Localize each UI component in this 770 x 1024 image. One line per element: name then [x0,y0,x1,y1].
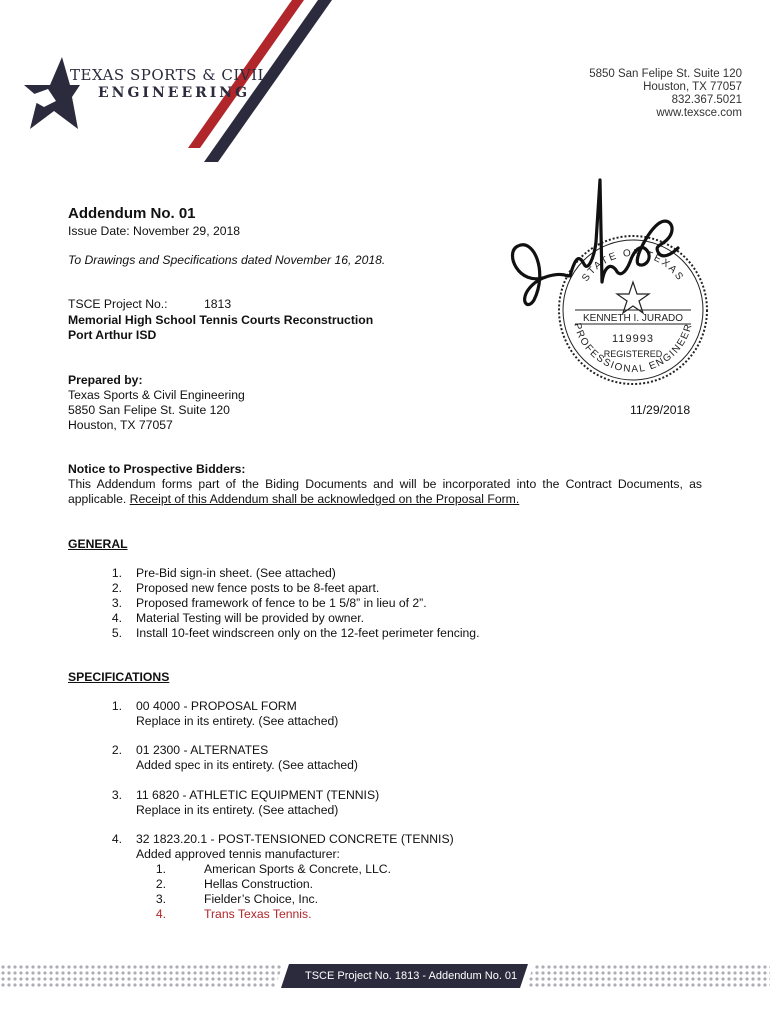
reference-line: To Drawings and Specifications dated November 16, 2018. [68,253,386,267]
address-line: 5850 San Felipe St. Suite 120 [589,68,742,80]
seal-name: KENNETH I. JURADO [582,313,684,324]
spec-item-title: 11 6820 - ATHLETIC EQUIPMENT (TENNIS) [136,788,380,802]
manufacturer-name: Trans Texas Tennis. [204,907,312,921]
spec-item-title: 00 4000 - PROPOSAL FORM [136,699,297,713]
notice-line-1: This Addendum forms part of the Biding Documents and will be incorporated into the Contract Documents, as [68,477,702,491]
manufacturer-number: 1. [155,862,166,876]
general-item-number: 5. [111,626,122,640]
general-item-text: Pre-Bid sign-in sheet. (See attached) [136,566,336,580]
general-item-number: 1. [111,566,122,580]
manufacturer-name: Fielder’s Choice, Inc. [204,892,319,906]
prepared-by-label: Prepared by: [68,373,143,387]
general-heading: GENERAL [68,537,128,551]
issue-date: Issue Date: November 29, 2018 [68,224,241,238]
project-number-value: 1813 [204,297,232,311]
general-item-text: Proposed new fence posts to be 8-feet apart. [136,581,380,595]
spec-item-detail: Added approved tennis manufacturer: [136,847,340,861]
project-name: Memorial High School Tennis Courts Reconstruction [68,313,374,327]
logo-text-line1: TEXAS SPORTS & CIVIL [70,66,268,84]
address-line: 832.367.5021 [671,94,742,106]
general-item-text: Install 10-feet windscreen only on the 12-feet perimeter fencing. [136,626,480,640]
notice-line-2-plain: applicable. [68,492,127,506]
prepared-by-line: 5850 San Felipe St. Suite 120 [68,403,230,417]
general-item-text: Material Testing will be provided by owner. [136,611,365,625]
prepared-by-line: Houston, TX 77057 [68,418,173,432]
spec-item-detail: Added spec in its entirety. (See attached) [136,758,358,772]
notice-line-2 [68,492,519,507]
spec-item-number: 4. [111,832,122,846]
manufacturer-name: American Sports & Concrete, LLC. [204,862,391,876]
manufacturer-number: 3. [155,892,166,906]
general-item-number: 4. [111,611,122,625]
signature [498,172,688,312]
manufacturer-number: 2. [155,877,166,891]
notice-heading: Notice to Prospective Bidders: [68,462,246,476]
general-item-text: Proposed framework of fence to be 1 5/8” in lieu of 2”. [136,596,427,610]
spec-item-number: 2. [111,743,122,757]
spec-item-title: 32 1823.20.1 - POST-TENSIONED CONCRETE (TENNIS) [136,832,454,846]
spec-item-number: 1. [111,699,122,713]
general-item-number: 2. [111,581,122,595]
spec-item-detail: Replace in its entirety. (See attached) [136,803,339,817]
footer-label: TSCE Project No. 1813 - Addendum No. 01 [305,970,518,982]
seal-top-text: STATE OF TEXAS [580,247,686,284]
address-line: Houston, TX 77057 [643,81,742,93]
seal-date: 11/29/2018 [630,403,691,417]
spec-item-title: 01 2300 - ALTERNATES [136,743,269,757]
logo-text-line2: ENGINEERING [98,85,251,101]
project-number-label: TSCE Project No.: [68,297,168,311]
specifications-heading: SPECIFICATIONS [68,670,170,684]
seal-middle-text: REGISTERED [603,349,663,359]
spec-item-number: 3. [111,788,122,802]
spec-item-detail: Replace in its entirety. (See attached) [136,714,339,728]
manufacturer-number: 4. [155,907,166,921]
seal-bottom-text: PROFESSIONAL ENGINEER [571,321,695,376]
notice-acknowledge-text: Receipt of this Addendum shall be acknowledged on the Proposal Form. [129,492,520,506]
company-address [589,68,742,120]
project-owner: Port Arthur ISD [68,328,157,342]
prepared-by-line: Texas Sports & Civil Engineering [68,388,245,402]
page-title: Addendum No. 01 [68,205,196,222]
address-line: www.texsce.com [656,107,742,119]
general-item-number: 3. [111,596,122,610]
manufacturer-name: Hellas Construction. [204,877,314,891]
seal-number: 119993 [612,333,654,345]
